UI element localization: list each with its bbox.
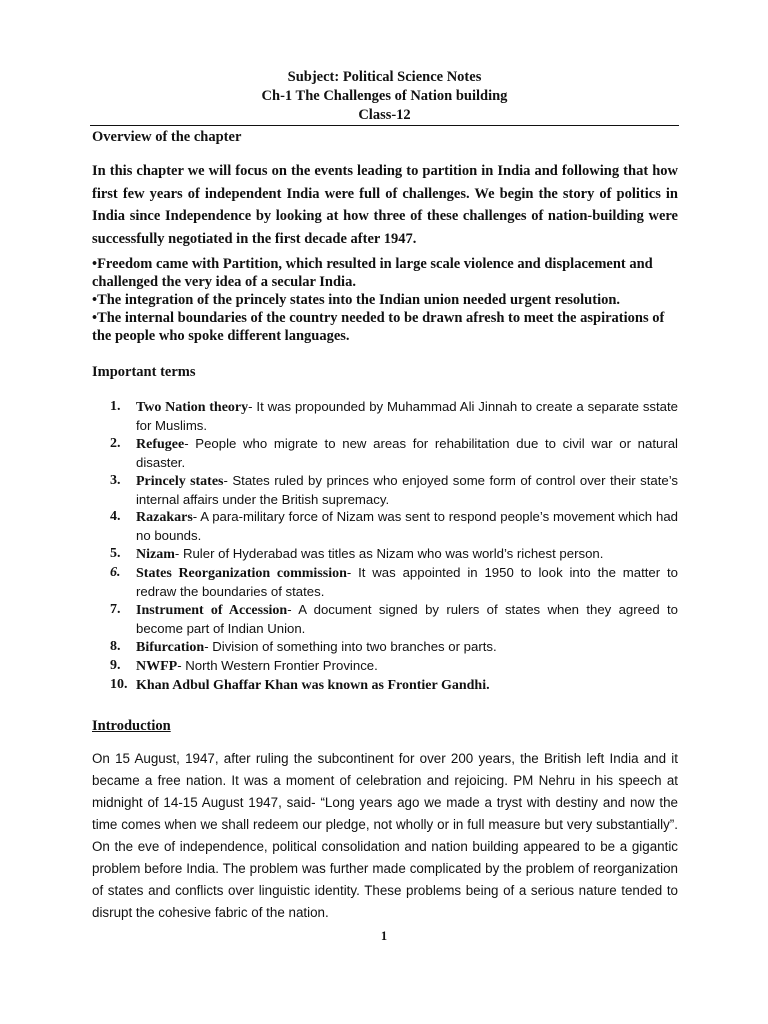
term-description: - It was propounded by Muhammad Ali Jinnah to create a separate sstate for Muslims. <box>136 399 679 433</box>
term-name: Razakars <box>136 510 193 526</box>
term-description: - A para-military force of Nizam was sent to respond people’s movement which had no bounds. <box>136 509 678 544</box>
term-number: 1. <box>110 399 121 414</box>
document-header <box>90 68 679 125</box>
term-number: 7. <box>110 601 121 617</box>
bullet-item: •Freedom came with Partition, which resulted in large scale violence and displacement and challenged the very idea of a secular India. <box>92 256 653 290</box>
term-number: 5. <box>110 546 121 562</box>
overview-bullets <box>92 255 678 345</box>
term-description: - North Western Frontier Province. <box>177 657 378 673</box>
introduction-paragraph: On 15 August, 1947, after ruling the subcontinent for over 200 years, the British left India and it became a free nation. It was a moment of celebration and rejoicing. PM Nehru in his speech at midnight of 14-15 August 1947, said- “Long years ago we made a tryst with destiny and now the time comes when we shall redeem our pledge, not wholly or in full measure but very substantially”. On the eve of independence, political consolidation and nation building appeared to be a gigantic problem before India. The problem was further made complicated by the problem of reorganization of states and conflicts over linguistic identity. These problems being of a serious nature tended to disrupt the cohesive fabric of the nation. <box>92 751 678 920</box>
term-item <box>110 676 678 695</box>
bullet-item: •The internal boundaries of the country needed to be drawn afresh to meet the aspirations of the people who spoke different languages. <box>92 310 665 344</box>
term-description: - It was appointed in 1950 to look into the matter to redraw the boundaries of states. <box>136 565 678 600</box>
term-name: Bifurcation <box>136 639 205 655</box>
subject-line: Subject: Political Science Notes <box>287 69 482 85</box>
page-number: 1 <box>380 929 388 943</box>
term-number: 4. <box>110 509 121 525</box>
term-name: Refugee <box>136 436 185 452</box>
term-description: - A document signed by rulers of states when they agreed to become part of Indian Union. <box>136 601 678 636</box>
overview-paragraph: In this chapter we will focus on the events leading to partition in India and following that how first few years of independent India were full of challenges. We begin the story of politics in India since Independence by looking at how three of these challenges of nation-building were successfully negotiated in the first decade after 1947. <box>92 163 678 247</box>
term-item <box>110 564 678 601</box>
term-item <box>110 435 678 472</box>
term-item <box>110 657 678 676</box>
term-name: NWFP <box>136 658 178 674</box>
term-description: - Division of something into two branches or parts. <box>204 638 497 654</box>
terms-list <box>110 398 678 695</box>
term-item <box>110 472 678 509</box>
introduction-heading: Introduction <box>92 718 171 734</box>
term-number: 2. <box>110 435 121 451</box>
term-description: - Ruler of Hyderabad was titles as Nizam who was world’s richest person. <box>174 546 604 562</box>
term-name: Khan Adbul Ghaffar Khan was known as Frontier Gandhi <box>136 677 487 693</box>
important-terms-heading: Important terms <box>92 364 196 380</box>
chapter-title: Ch-1 The Challenges of Nation building <box>261 88 508 104</box>
term-item <box>110 601 678 638</box>
term-item <box>110 638 678 657</box>
term-name: Two Nation theory <box>136 400 249 415</box>
header-divider <box>90 125 679 126</box>
term-item <box>110 545 678 564</box>
term-number: 6. <box>110 565 121 581</box>
term-item <box>110 398 678 435</box>
term-name: Princely states <box>136 473 224 489</box>
overview-heading: Overview of the chapter <box>92 129 242 145</box>
term-name: Nizam <box>136 547 175 563</box>
term-description: - People who migrate to new areas for rehabilitation due to civil war or natural disaster. <box>136 435 678 470</box>
term-number: 10. <box>110 676 128 692</box>
term-description: - States ruled by princes who enjoyed some form of control over their state’s internal affairs under the British supremacy. <box>136 472 678 507</box>
term-number: 3. <box>110 472 121 488</box>
class-line: Class-12 <box>358 107 411 123</box>
term-name: Instrument of Accession <box>136 602 288 618</box>
term-number: 8. <box>110 638 121 654</box>
term-name: States Reorganization commission <box>136 566 347 582</box>
term-number: 9. <box>110 657 121 673</box>
term-description: . <box>486 677 490 693</box>
bullet-item: •The integration of the princely states into the Indian union needed urgent resolution. <box>92 292 621 308</box>
term-item <box>110 508 678 545</box>
